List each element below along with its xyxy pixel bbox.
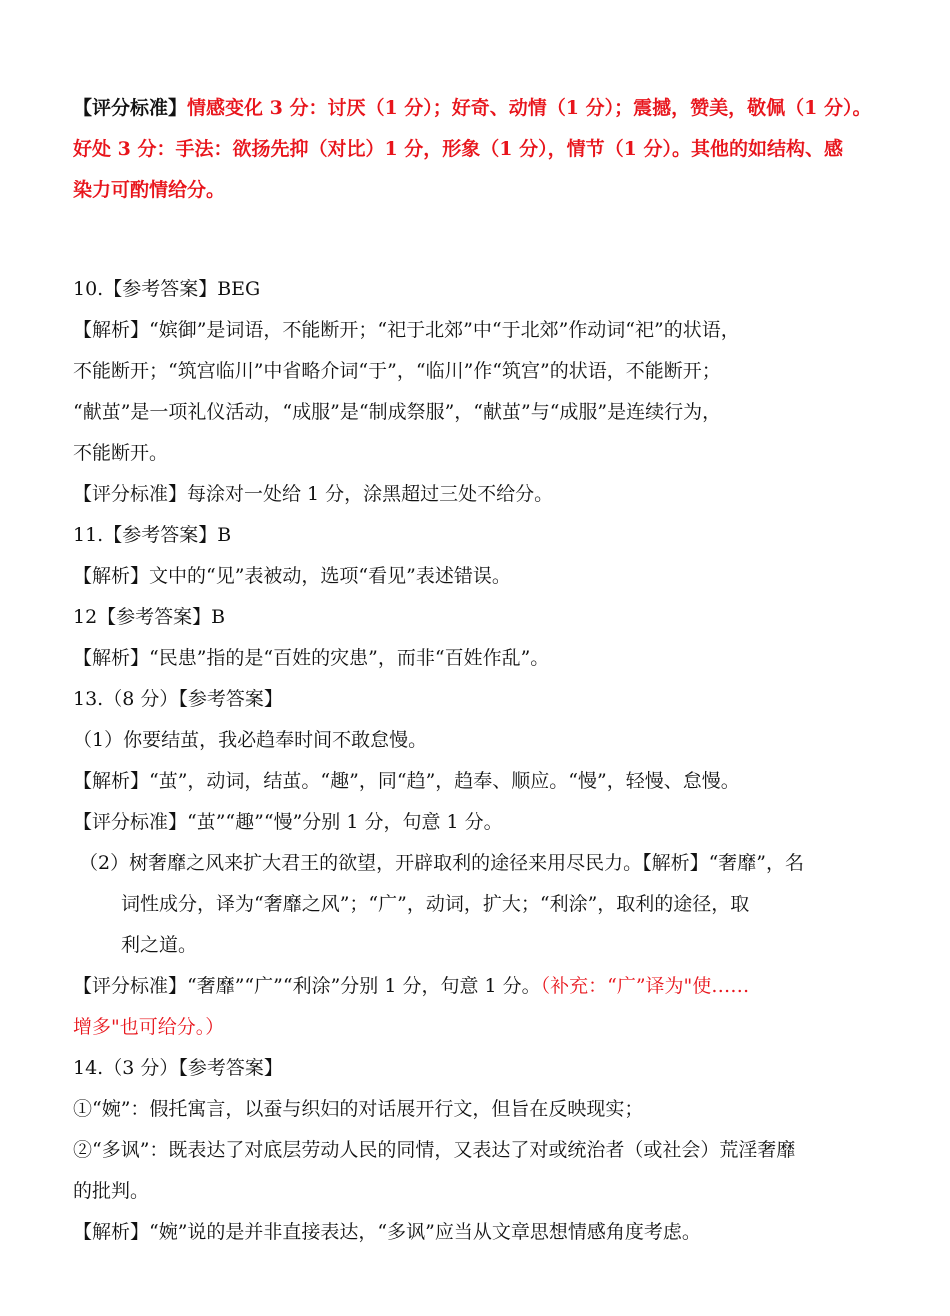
q13-heading: 13.（8 分）【参考答案】 bbox=[73, 688, 283, 710]
q13-supplement-a: （补充：“广”译为"使…… bbox=[540, 975, 750, 997]
q11-heading: 11.【参考答案】B bbox=[73, 524, 232, 546]
q10-heading: 10.【参考答案】BEG bbox=[73, 278, 261, 300]
q13-part2-line-2: 词性成分，译为“奢靡之风”；“广”，动词，扩大；“利涂”，取利的途径，取 bbox=[121, 893, 750, 915]
q12-heading: 12【参考答案】B bbox=[73, 606, 226, 628]
q13-part1-analysis: 【解析】“茧”，动词，结茧。“趣”，同“趋”，趋奉、顺应。“慢”，轻慢、怠慢。 bbox=[73, 770, 740, 792]
q10-analysis-line-4: 不能断开。 bbox=[73, 442, 169, 464]
q10-analysis-line-3: “献茧”是一项礼仪活动，“成服”是“制成祭服”，“献茧”与“成服”是连续行为， bbox=[73, 401, 722, 423]
grading-label: 【评分标准】 bbox=[73, 97, 188, 119]
q14-analysis: 【解析】“婉”说的是并非直接表达，“多讽”应当从文章思想情感角度考虑。 bbox=[73, 1221, 701, 1243]
q12-analysis: 【解析】“民患”指的是“百姓的灾患”，而非“百姓作乱”。 bbox=[73, 647, 550, 669]
q14-item-2-line-2: 的批判。 bbox=[73, 1180, 150, 1202]
q13-part1-grading: 【评分标准】“茧”“趣”“慢”分别 1 分，句意 1 分。 bbox=[73, 811, 503, 833]
q14-item-1: ①“婉”：假托寓言，以蚕与织妇的对话展开行文，但旨在反映现实； bbox=[73, 1098, 644, 1120]
q10-analysis-line-2: 不能断开；“筑宫临川”中省略介词“于”，“临川”作“筑宫”的状语，不能断开； bbox=[73, 360, 721, 382]
grading-standard-line-3: 染力可酌情给分。 bbox=[73, 179, 226, 201]
q10-analysis-line-1: 【解析】“嫔御”是词语，不能断开；“祀于北郊”中“于北郊”作动词“祀”的状语， bbox=[73, 319, 740, 341]
grading-emotion-text: 情感变化 3 分：讨厌（1 分）；好奇、动情（1 分）；震撼，赞美，敬佩（1 分）。 bbox=[187, 97, 872, 119]
q11-analysis: 【解析】文中的“见”表被动，选项“看见”表述错误。 bbox=[73, 565, 511, 587]
section-gap bbox=[73, 211, 903, 269]
grading-standard-line-2: 好处 3 分：手法：欲扬先抑（对比）1 分，形象（1 分），情节（1 分）。其他的如结构、感 bbox=[73, 138, 843, 160]
q13-part2-grading-line bbox=[73, 966, 903, 1007]
answer-key-page bbox=[73, 88, 903, 1253]
q10-grading: 【评分标准】每涂对一处给 1 分，涂黑超过三处不给分。 bbox=[73, 483, 554, 505]
q14-item-2-line-1: ②“多讽”：既表达了对底层劳动人民的同情，又表达了对或统治者（或社会）荒淫奢靡 bbox=[73, 1139, 796, 1161]
q13-part2-grading: 【评分标准】“奢靡”“广”“利涂”分别 1 分，句意 1 分。 bbox=[73, 975, 541, 997]
q13-part1-answer: （1）你要结茧，我必趋奉时间不敢怠慢。 bbox=[73, 729, 428, 751]
grading-standard-line-1 bbox=[73, 88, 903, 129]
q14-heading: 14.（3 分）【参考答案】 bbox=[73, 1057, 283, 1079]
q13-part2-line-3: 利之道。 bbox=[121, 934, 198, 956]
q13-supplement-b: 增多"也可给分。） bbox=[73, 1016, 225, 1038]
q13-part2-line-1: （2）树奢靡之风来扩大君王的欲望，开辟取利的途径来用尽民力。【解析】“奢靡”，名 bbox=[79, 852, 805, 874]
